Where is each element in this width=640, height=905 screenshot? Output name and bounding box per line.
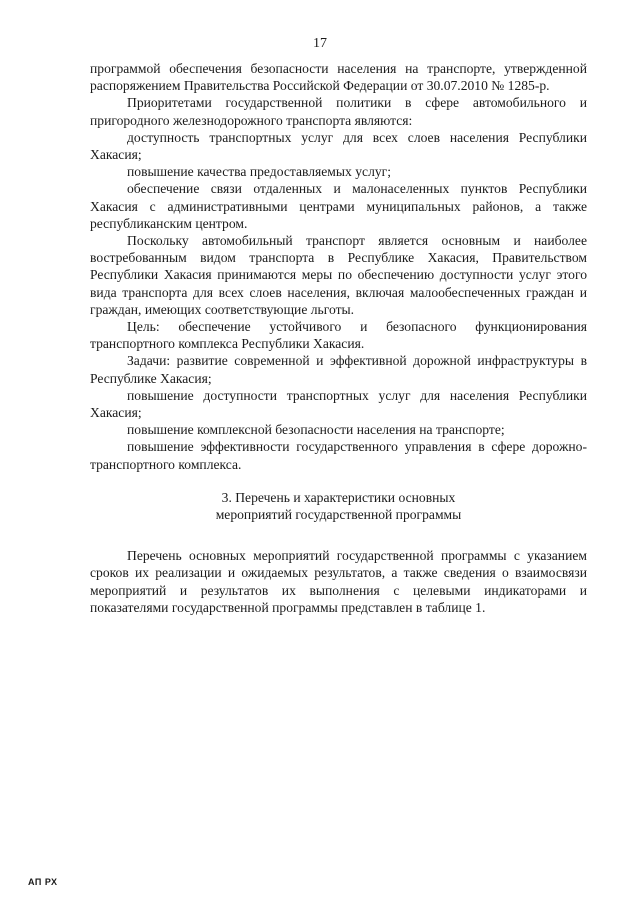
paragraph: повышение эффективности государственного управления в сфере дорожно-транспортного комплекса. — [90, 439, 587, 472]
paragraph: Цель: обеспечение устойчивого и безопасного функционирования транспортного комплекса Республики Хакасия. — [90, 319, 587, 352]
section-heading-line-2: мероприятий государственной программы — [215, 507, 462, 523]
paragraph: Задачи: развитие современной и эффективной дорожной инфраструктуры в Республике Хакасия; — [90, 353, 587, 386]
paragraph: повышение качества предоставляемых услуг; — [127, 164, 392, 180]
paragraph: Приоритетами государственной политики в сфере автомобильного и пригородного железнодорожного транспорта являются: — [90, 95, 587, 128]
body-text — [90, 60, 587, 616]
section-heading-line-1: 3. Перечень и характеристики основных — [221, 489, 456, 505]
paragraph: Поскольку автомобильный транспорт является основным и наиболее востребованным видом транспорта в Республике Хакасия, Правительством Республики Хакасия принимаются меры по обеспечению доступности услуг этого вида транспорта для всех слоев населения, включая малообеспеченных граждан и граждан, имеющих соответствующие льготы. — [90, 233, 587, 317]
paragraph: повышение комплексной безопасности населения на транспорте; — [127, 422, 505, 438]
page-number: 17 — [313, 36, 327, 51]
paragraph: доступность транспортных услуг для всех слоев населения Республики Хакасия; — [90, 129, 587, 163]
footer-mark: АП РХ — [28, 877, 58, 887]
paragraph: повышение доступности транспортных услуг для населения Республики Хакасия; — [90, 387, 587, 421]
paragraph-measures: Перечень основных мероприятий государственной программы с указанием сроков их реализации и ожидаемых результатов, а также сведения о взаимосвязи мероприятий и результатов их выполнения с целевыми индикаторами и показателями государственной программы представлен в таблице 1. — [90, 548, 587, 615]
section-heading — [90, 489, 587, 523]
paragraphs-top — [90, 60, 587, 473]
paragraph: программой обеспечения безопасности населения на транспорте, утвержденной распоряжением Правительства Российской Федерации от 30.07.2010 № 1285-р. — [90, 61, 587, 94]
paragraph: обеспечение связи отдаленных и малонаселенных пунктов Республики Хакасия с административными центрами муниципальных районов, а также республиканским центром. — [90, 181, 587, 231]
